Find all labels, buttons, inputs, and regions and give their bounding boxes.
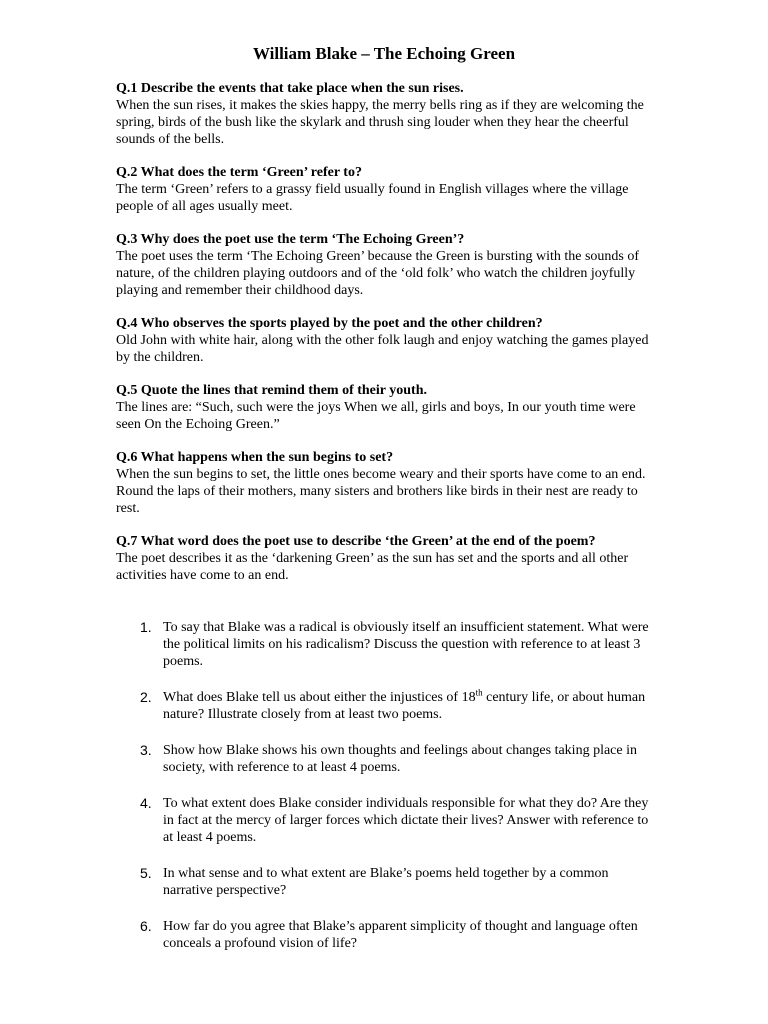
essay-number: 6. bbox=[140, 918, 152, 934]
question-6: Q.6 What happens when the sun begins to set? bbox=[116, 450, 394, 465]
answer-4: Old John with white hair, along with the other folk laugh and enjoy watching the games played by the children. bbox=[116, 333, 649, 365]
question-4: Q.4 Who observes the sports played by the poet and the other children? bbox=[116, 316, 543, 331]
question-2: Q.2 What does the term ‘Green’ refer to? bbox=[116, 165, 362, 180]
essay-question-list bbox=[130, 619, 660, 971]
essay-item-3 bbox=[130, 742, 660, 776]
essay-item-1 bbox=[130, 619, 660, 670]
essay-number: 3. bbox=[140, 742, 152, 758]
question-3: Q.3 Why does the poet use the term ‘The Echoing Green’? bbox=[116, 232, 465, 247]
answer-3: The poet uses the term ‘The Echoing Green’ because the Green is bursting with the sounds of nature, of the children playing outdoors and of the ‘old folk’ who watch the children joyfully playing and remember their childhood days. bbox=[116, 249, 640, 298]
answer-5: The lines are: “Such, such were the joys When we all, girls and boys, In our youth time were seen On the Echoing Green.” bbox=[116, 400, 636, 432]
qa-item-1 bbox=[116, 80, 661, 148]
qa-item-5 bbox=[116, 382, 661, 433]
essay-number: 4. bbox=[140, 795, 152, 811]
essay-number: 1. bbox=[140, 619, 152, 635]
qa-item-2 bbox=[116, 164, 661, 215]
essay-text: In what sense and to what extent are Blake’s poems held together by a common narrative perspective? bbox=[163, 866, 609, 898]
essay-item-6 bbox=[130, 918, 660, 952]
essay-text: How far do you agree that Blake’s apparent simplicity of thought and language often conceals a profound vision of life? bbox=[163, 919, 638, 951]
essay-text bbox=[163, 687, 646, 722]
qa-item-7 bbox=[116, 533, 661, 584]
answer-2: The term ‘Green’ refers to a grassy field usually found in English villages where the village people of all ages usually meet. bbox=[116, 182, 629, 214]
question-answer-list bbox=[116, 80, 661, 600]
question-7: Q.7 What word does the poet use to describe ‘the Green’ at the end of the poem? bbox=[116, 534, 596, 549]
question-1: Q.1 Describe the events that take place when the sun rises. bbox=[116, 81, 464, 96]
question-5: Q.5 Quote the lines that remind them of their youth. bbox=[116, 383, 427, 398]
essay-item-4 bbox=[130, 795, 660, 846]
qa-item-3 bbox=[116, 231, 661, 299]
page-title: William Blake – The Echoing Green bbox=[252, 44, 516, 63]
answer-6: When the sun begins to set, the little ones become weary and their sports have come to an end. Round the laps of their mothers, many sisters and brothers like birds in their nest are ready to rest. bbox=[116, 467, 646, 516]
ordinal-suffix: th bbox=[475, 687, 483, 698]
qa-item-6 bbox=[116, 449, 661, 517]
answer-7: The poet describes it as the ‘darkening Green’ as the sun has set and the sports and all other activities have come to an end. bbox=[116, 551, 629, 583]
essay-text: To say that Blake was a radical is obviously itself an insufficient statement. What were the political limits on his radicalism? Discuss the question with reference to at least 3 poems. bbox=[163, 620, 649, 669]
qa-item-4 bbox=[116, 315, 661, 366]
essay-text: Show how Blake shows his own thoughts and feelings about changes taking place in society, with reference to at least 4 poems. bbox=[163, 743, 637, 775]
essay-text: To what extent does Blake consider individuals responsible for what they do? Are they in fact at the mercy of larger forces which dictate their lives? Answer with reference to at least 4 poems. bbox=[163, 796, 649, 845]
essay-item-5 bbox=[130, 865, 660, 899]
essay-number: 2. bbox=[140, 689, 152, 705]
essay-text-part: century life, or about human nature? Illustrate closely from at least two poems. bbox=[163, 690, 646, 722]
essay-item-2 bbox=[130, 689, 660, 723]
answer-1: When the sun rises, it makes the skies happy, the merry bells ring as if they are welcoming the spring, birds of the bush like the skylark and thrush sing louder when they hear the cheerful sounds of the bells. bbox=[116, 98, 644, 147]
essay-number: 5. bbox=[140, 865, 152, 881]
essay-text-part: What does Blake tell us about either the injustices of 18 bbox=[163, 690, 476, 705]
